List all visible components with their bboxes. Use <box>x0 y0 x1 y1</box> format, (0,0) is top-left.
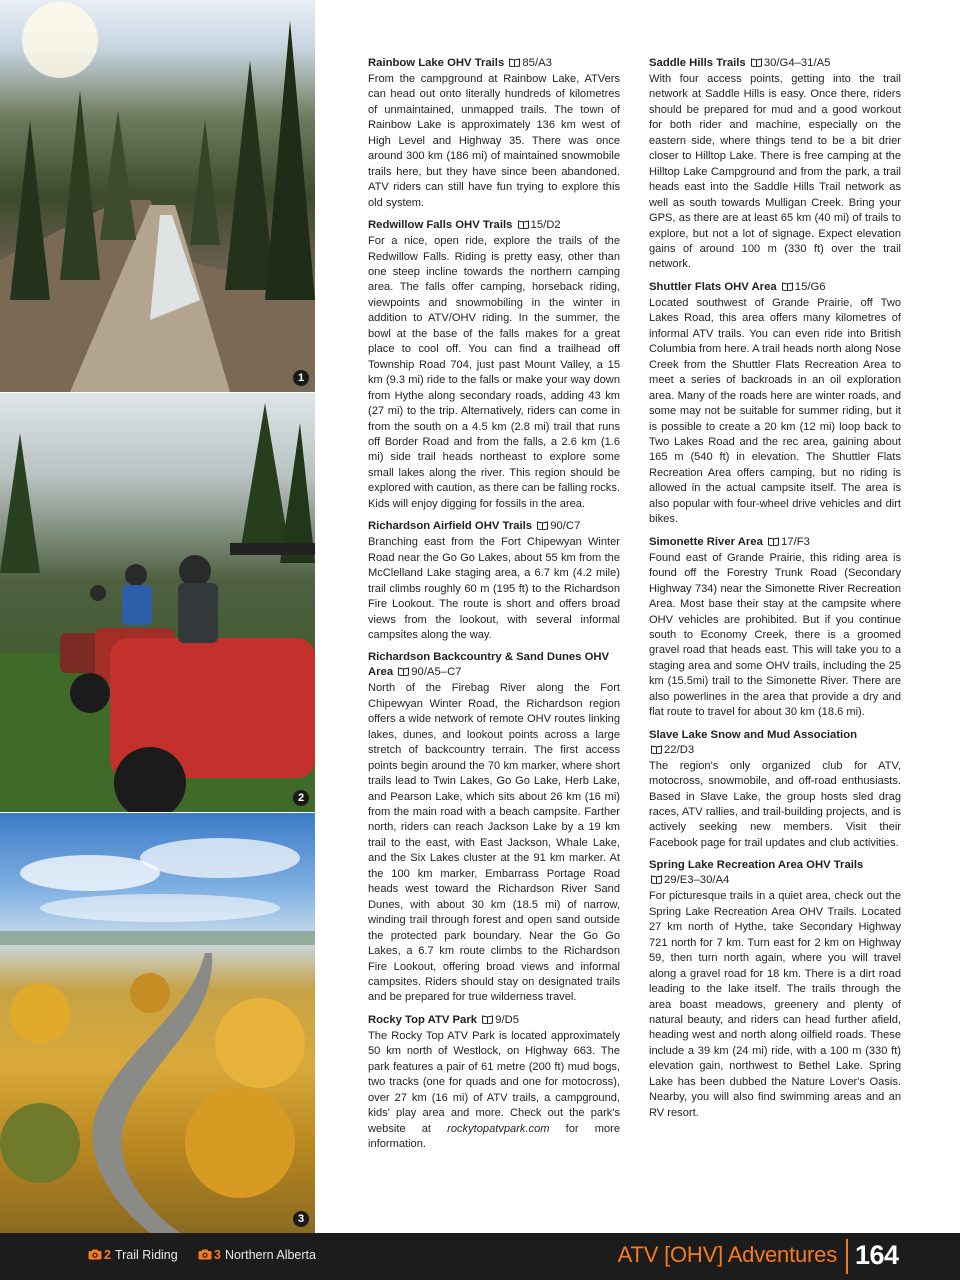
trail-heading <box>368 519 620 534</box>
trail-entry <box>368 218 620 512</box>
page-footer <box>0 1233 960 1280</box>
map-reference: 90/A5–C7 <box>396 666 461 678</box>
trail-heading <box>368 218 620 233</box>
trail-title: Rocky Top ATV Park <box>368 1013 478 1026</box>
text-column-left <box>368 56 620 1160</box>
text-column-right <box>649 56 901 1128</box>
map-book-icon <box>782 282 793 291</box>
trail-entry <box>649 280 901 528</box>
trail-description: North of the Firebag River along the Fort Chipewyan Winter Road, the Richardson region offers a wide network of remote OHV routes linking lakes, dunes, and lookout points across a large stretch of backcountry terrain. The first access points begin around the 70 km marker, where short trails lead to Twin Lakes, Go Go Lake, Herb Lake, and Pearson Lake, which sits about 26 km (16 mi) from the main road with a beach campsite. Farther north, riders can reach Jackson Lake by a 19 km trail to the east, with East Jackson, Whale Lake, and the Six Lakes cluster at the 91 km marker. At the 100 km marker, Embarrass Portage Road heads west toward the Richardson River Sand Dunes, with about 30 km (18.5 mi) of narrow, winding trail through forest and open sand outside the protected park boundary. Near the Go Go Lakes, a 6.7 km route climbs to the Richardson Fire Lookout, offering broad views and informal campsites. Riders should stay on designated trails and be prepared for true wilderness travel. <box>368 682 620 1004</box>
trail-title: Rainbow Lake OHV Trails <box>368 57 505 69</box>
photo-forest-trail <box>0 0 315 392</box>
map-book-icon <box>751 58 762 67</box>
map-reference: 15/G6 <box>780 281 826 293</box>
map-reference: 22/D3 <box>649 744 694 756</box>
map-book-icon <box>398 667 409 676</box>
trail-entry <box>368 1013 620 1153</box>
trail-entry <box>649 858 901 1121</box>
photo-strip <box>0 0 315 1233</box>
trail-description: With four access points, getting into the trail network at Saddle Hills is easy. Once there, riders should be prepared for mud and a good workout for both rider and machine, especially on the eastern side, where things tend to be a bit drier closer to Hilltop Lake. There is free camping at the Hilltop Lake Campground and from the park, a trail heads east into the Saddle Hills Trail network as well as south towards Mulligan Creek. Bring your GPS, as there are at least 65 km (40 mi) of trails to explore, but not a lot of signage. Expect elevation gains of around 100 m (330 ft) over the trail network. <box>649 73 901 271</box>
trail-heading <box>649 56 901 71</box>
map-book-icon <box>651 745 662 754</box>
trail-entry <box>368 519 620 643</box>
photo-number-badge: 3 <box>293 1211 309 1227</box>
trail-entry <box>649 56 901 273</box>
trail-heading <box>368 56 620 71</box>
map-reference: 29/E3–30/A4 <box>649 874 729 886</box>
trail-title: Spring Lake Recreation Area OHV Trails <box>649 859 864 872</box>
breadcrumb-section-northern-alberta[interactable]: 3 Northern Alberta <box>198 1248 316 1262</box>
map-reference: 17/F3 <box>766 536 810 548</box>
breadcrumb-section-trail-riding[interactable]: 2 Trail Riding <box>88 1248 178 1262</box>
map-reference: 15/D2 <box>516 219 561 231</box>
trail-heading <box>368 650 620 680</box>
trail-description: Found east of Grande Prairie, this riding area is found off the Forestry Trunk Road (Secondary Highway 734) near the Simonette River Recreation Area. Most base their stay at the campsite where OHV vehicles are prohibited. But if you continue south to Economy Creek, there is a groomed gravel road that heads east. This will take you to a staging area and some OHV trails, including the 25 km (15.5mi) trail to the Simonette River. There are also powerlines in the area that provide a dry and flat route to travel for about 30 km (18.6 mi). <box>649 551 901 719</box>
map-book-icon <box>651 875 662 884</box>
chapter-title: ATV [OHV] Adventures <box>617 1242 837 1267</box>
trail-title: Slave Lake Snow and Mud Association <box>649 728 857 741</box>
trail-title: Richardson Backcountry & Sand Dunes OHV Area <box>368 651 610 679</box>
trail-entry <box>368 56 620 211</box>
trail-title: Redwillow Falls OHV Trails <box>368 219 513 232</box>
trail-description: For a nice, open ride, explore the trails of the Redwillow Falls. Riding is pretty easy, other than one steep incline towards the northern camping area. The falls offer camping, horseback riding, viewpoints and snowmobiling in the winter in addition to ATV/OHV riding. In the summer, the bowl at the base of the falls makes for a great place to cool off. You can find a trailhead off Township Road 704, just past Mount Valley, a 15 km (9.3 mi) ride to the falls or make your way down from Hythe along secondary roads, adding 43 km (27 mi) to the trip. Alternatively, riders can come in from the south on a 4.5 km (2.8 mi) trail that runs off Border Road and from the falls, a 2.6 km (1.6 mi) side trail heads northeast to explore some small lakes along the river. This region should be explored with caution, as there can be falling rocks. Kids will enjoy digging for fossils in the area. <box>368 235 620 510</box>
trail-entry <box>649 728 901 852</box>
map-book-icon <box>768 537 779 546</box>
trail-heading <box>649 280 901 295</box>
photo-atv-riders <box>0 393 315 812</box>
map-book-icon <box>518 220 529 229</box>
forest-trail-illustration <box>0 0 315 392</box>
trail-description: For picturesque trails in a quiet area, check out the Spring Lake Recreation Area OHV Trails. Located 27 km north of Hythe, take Secondary Highway 721 north for 7 km. Turn east for 2 km on Highway 59, then turn north again, where you will travel along a gravel road for 18 km. There is a dirt road leading to the lake itself. The trails through the area boast meadows, greenery and plenty of natural beauty, and riders can head further afield, heading west and north along oilfield roads. These include a 39 km (24 mi) ride, with a 100 m (330 ft) elevation gain, northwest to Bethel Lake. Spring Lake has been dubbed the Nature Lover's Oasis. Nearby, you will also find swimming areas and an RV resort. <box>649 890 901 1119</box>
trail-entry <box>649 535 901 721</box>
map-reference: 9/D5 <box>480 1014 519 1026</box>
trail-heading <box>649 858 901 888</box>
trail-description: The Rocky Top ATV Park is located approximately 50 km north of Westlock, on Highway 663. The park features a pair of 61 metre (200 ft) mud bogs, two tracks (one for quads and one for motocross), over 27 km (16 mi) of ATV trails, a campground, kids' play area and more. Check out the park's website at rockytopatvpark.com for more information. <box>368 1029 620 1151</box>
autumn-road-illustration <box>0 813 315 1233</box>
trail-description: Located southwest of Grande Prairie, off Two Lakes Road, this area offers many kilometres of informal ATV trails. You can even ride into British Columbia from here. A trail heads north along Nose Creek from the Shuttler Flats Recreation Area to meet a series of backroads in an oil exploration area. Many of the roads here are winter roads, and some may not be suitable for summer riding, but it is possible to create a 20 km (12 mi) loop back to Two Lakes Road and the rec area, gaining about 165 m (540 ft) in elevation. The Shuttler Flats Recreation Area offers camping, but no riding is allowed in the actual campsite itself. The area is also popular with four-wheel drive vehicles and dirt bikes. <box>649 296 901 526</box>
map-book-icon <box>537 521 548 530</box>
photo-number-badge: 2 <box>293 790 309 806</box>
camera-icon <box>88 1249 102 1260</box>
footer-divider <box>846 1239 848 1274</box>
camera-icon <box>198 1249 212 1260</box>
page-number: 164 <box>855 1240 899 1270</box>
trail-description: From the campground at Rainbow Lake, ATVers can head out onto literally hundreds of kilometres of unmaintained, unmapped trails. The town of Rainbow Lake is approximately 136 km west of High Level and Highway 35. There was once around 300 km (186 mi) of maintained snowmobile trails here, but they have since been abandoned. ATV riders can still have fun trying to explore this old system. <box>368 73 620 209</box>
trail-title: Simonette River Area <box>649 535 763 548</box>
trail-heading <box>649 728 901 758</box>
map-reference: 30/G4–31/A5 <box>749 57 831 69</box>
trail-heading <box>368 1013 620 1028</box>
trail-description: Branching east from the Fort Chipewyan Winter Road near the Go Go Lakes, about 55 km from the McClelland Lake staging area, a 6.7 km (4.2 mile) trail climbs roughly 60 m (195 ft) to the Richardson Fire Lookout. The route is short and offers broad views from the lookout, with several informal campsites along the way. <box>368 536 620 641</box>
trail-description: The region's only organized club for ATV, motocross, snowmobile, and off-road enthusiasts. Based in Slave Lake, the group hosts sled drag races, ATV rallies, and trail-building projects, and is actively seeking new members. Visit their Facebook page for trail updates and club activities. <box>649 759 901 849</box>
website-link[interactable]: rockytopatvpark.com <box>447 1122 550 1135</box>
map-book-icon <box>482 1015 493 1024</box>
trail-title: Shuttler Flats OHV Area <box>649 280 777 293</box>
trail-title: Richardson Airfield OHV Trails <box>368 520 533 533</box>
trail-title: Saddle Hills Trails <box>649 57 746 69</box>
atv-riders-illustration <box>0 393 315 812</box>
map-reference: 90/C7 <box>535 520 580 532</box>
map-reference: 85/A3 <box>507 57 552 69</box>
map-book-icon <box>509 58 520 67</box>
photo-autumn-road <box>0 813 315 1233</box>
photo-number-badge: 1 <box>293 370 309 386</box>
trail-heading <box>649 535 901 550</box>
trail-entry <box>368 650 620 1006</box>
